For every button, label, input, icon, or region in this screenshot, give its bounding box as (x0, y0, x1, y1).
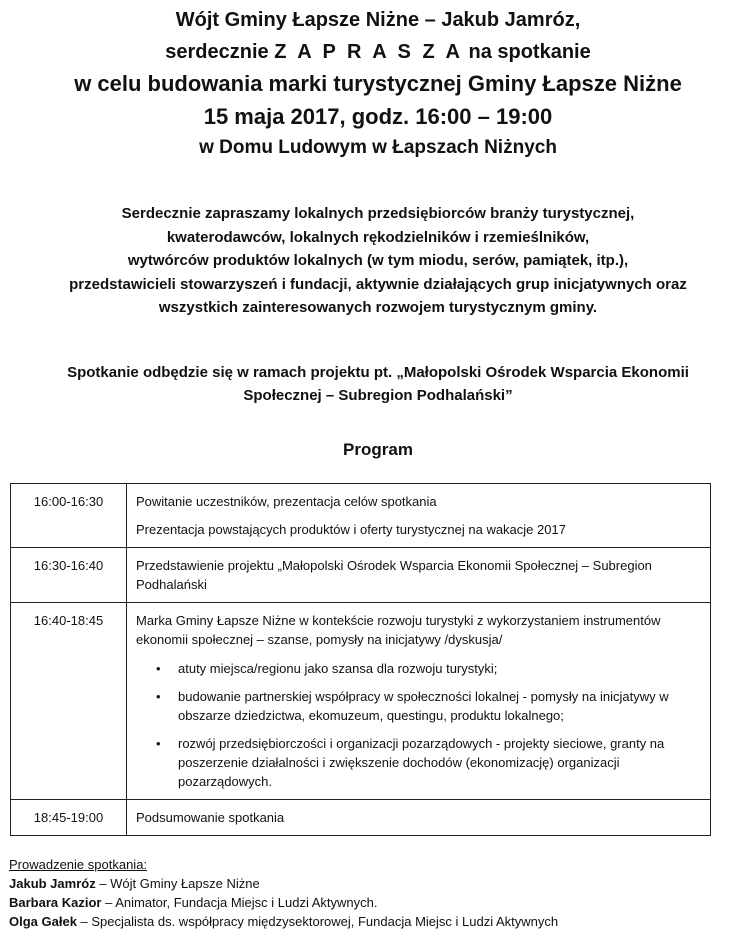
bullet-text: atuty miejsca/regionu jako szansa dla rozwoju turystyki; (178, 661, 498, 676)
program-item: Powitanie uczestników, prezentacja celów spotkania (136, 494, 437, 509)
bullet-icon: • (156, 736, 161, 751)
program-description (127, 548, 711, 603)
date-time-line: 15 maja 2017, godz. 16:00 – 19:00 (203, 104, 553, 129)
host-name: Olga Gałek (9, 914, 77, 929)
bullet-icon: • (156, 661, 161, 676)
project-paragraph (0, 361, 756, 407)
program-description (127, 484, 711, 548)
program-description (127, 603, 711, 800)
host-entry (9, 912, 558, 931)
program-item: Podsumowanie spotkania (136, 810, 285, 825)
program-item: Prezentacja powstających produktów i oferty turystycznej na wakacje 2017 (136, 522, 566, 537)
program-description (127, 800, 711, 836)
project-line: Społecznej – Subregion Podhalański” (243, 387, 513, 404)
program-bullet-item (136, 734, 700, 791)
invitation-line: Serdecznie zapraszamy lokalnych przedsiębiorców branży turystycznej, (121, 205, 635, 222)
program-time: 16:30-16:40 (11, 548, 127, 603)
invitation-paragraph (0, 202, 756, 320)
bullet-text: rozwój przedsiębiorczości i organizacji pozarządowych - projekty sieciowe, granty na poszerzenie działalności i zwiększenie dochodów (ekonomizację) organizacji pozarządowych. (178, 736, 665, 789)
invitation-line: przedstawicieli stowarzyszeń i fundacji, aktywnie działających grup inicjatywnych oraz (69, 275, 687, 293)
bullet-text: budowanie partnerskiej współpracy w społeczności lokalnej - pomysły na inicjatywy w obszarze dziedzictwa, ekomuzeum, questingu, produktu lokalnego; (178, 689, 669, 723)
host-role: – Animator, Fundacja Miejsc i Ludzi Aktywnych. (101, 895, 378, 910)
program-row (11, 800, 711, 836)
host-line: Wójt Gminy Łapsze Niżne – Jakub Jamróz, (175, 9, 581, 31)
host-role: – Wójt Gminy Łapsze Niżne (95, 876, 260, 891)
program-time: 18:45-19:00 (11, 800, 127, 836)
invite-prefix: serdecznie (165, 41, 275, 63)
program-row (11, 603, 711, 800)
invite-suffix: na spotkanie (462, 41, 591, 63)
program-item: Przedstawienie projektu „Małopolski Ośrodek Wsparcia Ekonomii Społecznej – Subregion Podhalański (136, 558, 652, 592)
program-title: Program (343, 440, 413, 459)
hosts-heading: Prowadzenie spotkania: (9, 857, 148, 872)
invite-spaced-word: Z A P R A S Z A (274, 41, 463, 63)
program-row (11, 548, 711, 603)
purpose-line: w celu budowania marki turystycznej Gminy Łapsze Niżne (74, 71, 682, 96)
program-bullet-item (136, 659, 700, 678)
host-name: Barbara Kazior (9, 895, 102, 910)
invitation-line: kwaterodawców, lokalnych rękodzielników i rzemieślników, (166, 228, 590, 246)
program-item: Marka Gminy Łapsze Niżne w kontekście rozwoju turystyki z wykorzystaniem instrumentów ekonomii społecznej – szanse, pomysły na inicjatywy /dyskusja/ (136, 613, 661, 647)
host-role: – Specjalista ds. współpracy międzysektorowej, Fundacja Miejsc i Ludzi Aktywnych (76, 914, 559, 929)
program-bullet-item (136, 687, 700, 725)
host-name: Jakub Jamróz (9, 876, 96, 891)
program-table (10, 483, 711, 836)
invitation-line: wytwórców produktów lokalnych (w tym miodu, serów, pamiątek, itp.), (127, 252, 629, 269)
hosts-section (9, 855, 558, 931)
program-time: 16:00-16:30 (11, 484, 127, 548)
project-line: Spotkanie odbędzie się w ramach projektu pt. „Małopolski Ośrodek Wsparcia Ekonomii (67, 364, 689, 381)
host-entry (9, 893, 558, 912)
invitation-line: wszystkich zainteresowanych rozwojem turystycznym gminy. (158, 299, 598, 316)
program-row (11, 484, 711, 548)
program-time: 16:40-18:45 (11, 603, 127, 800)
venue-line: w Domu Ludowym w Łapszach Niżnych (199, 137, 557, 158)
invitation-header (0, 4, 756, 163)
invite-line (0, 37, 756, 67)
bullet-icon: • (156, 689, 161, 704)
host-entry (9, 874, 558, 893)
program-bullet-list (136, 659, 700, 791)
